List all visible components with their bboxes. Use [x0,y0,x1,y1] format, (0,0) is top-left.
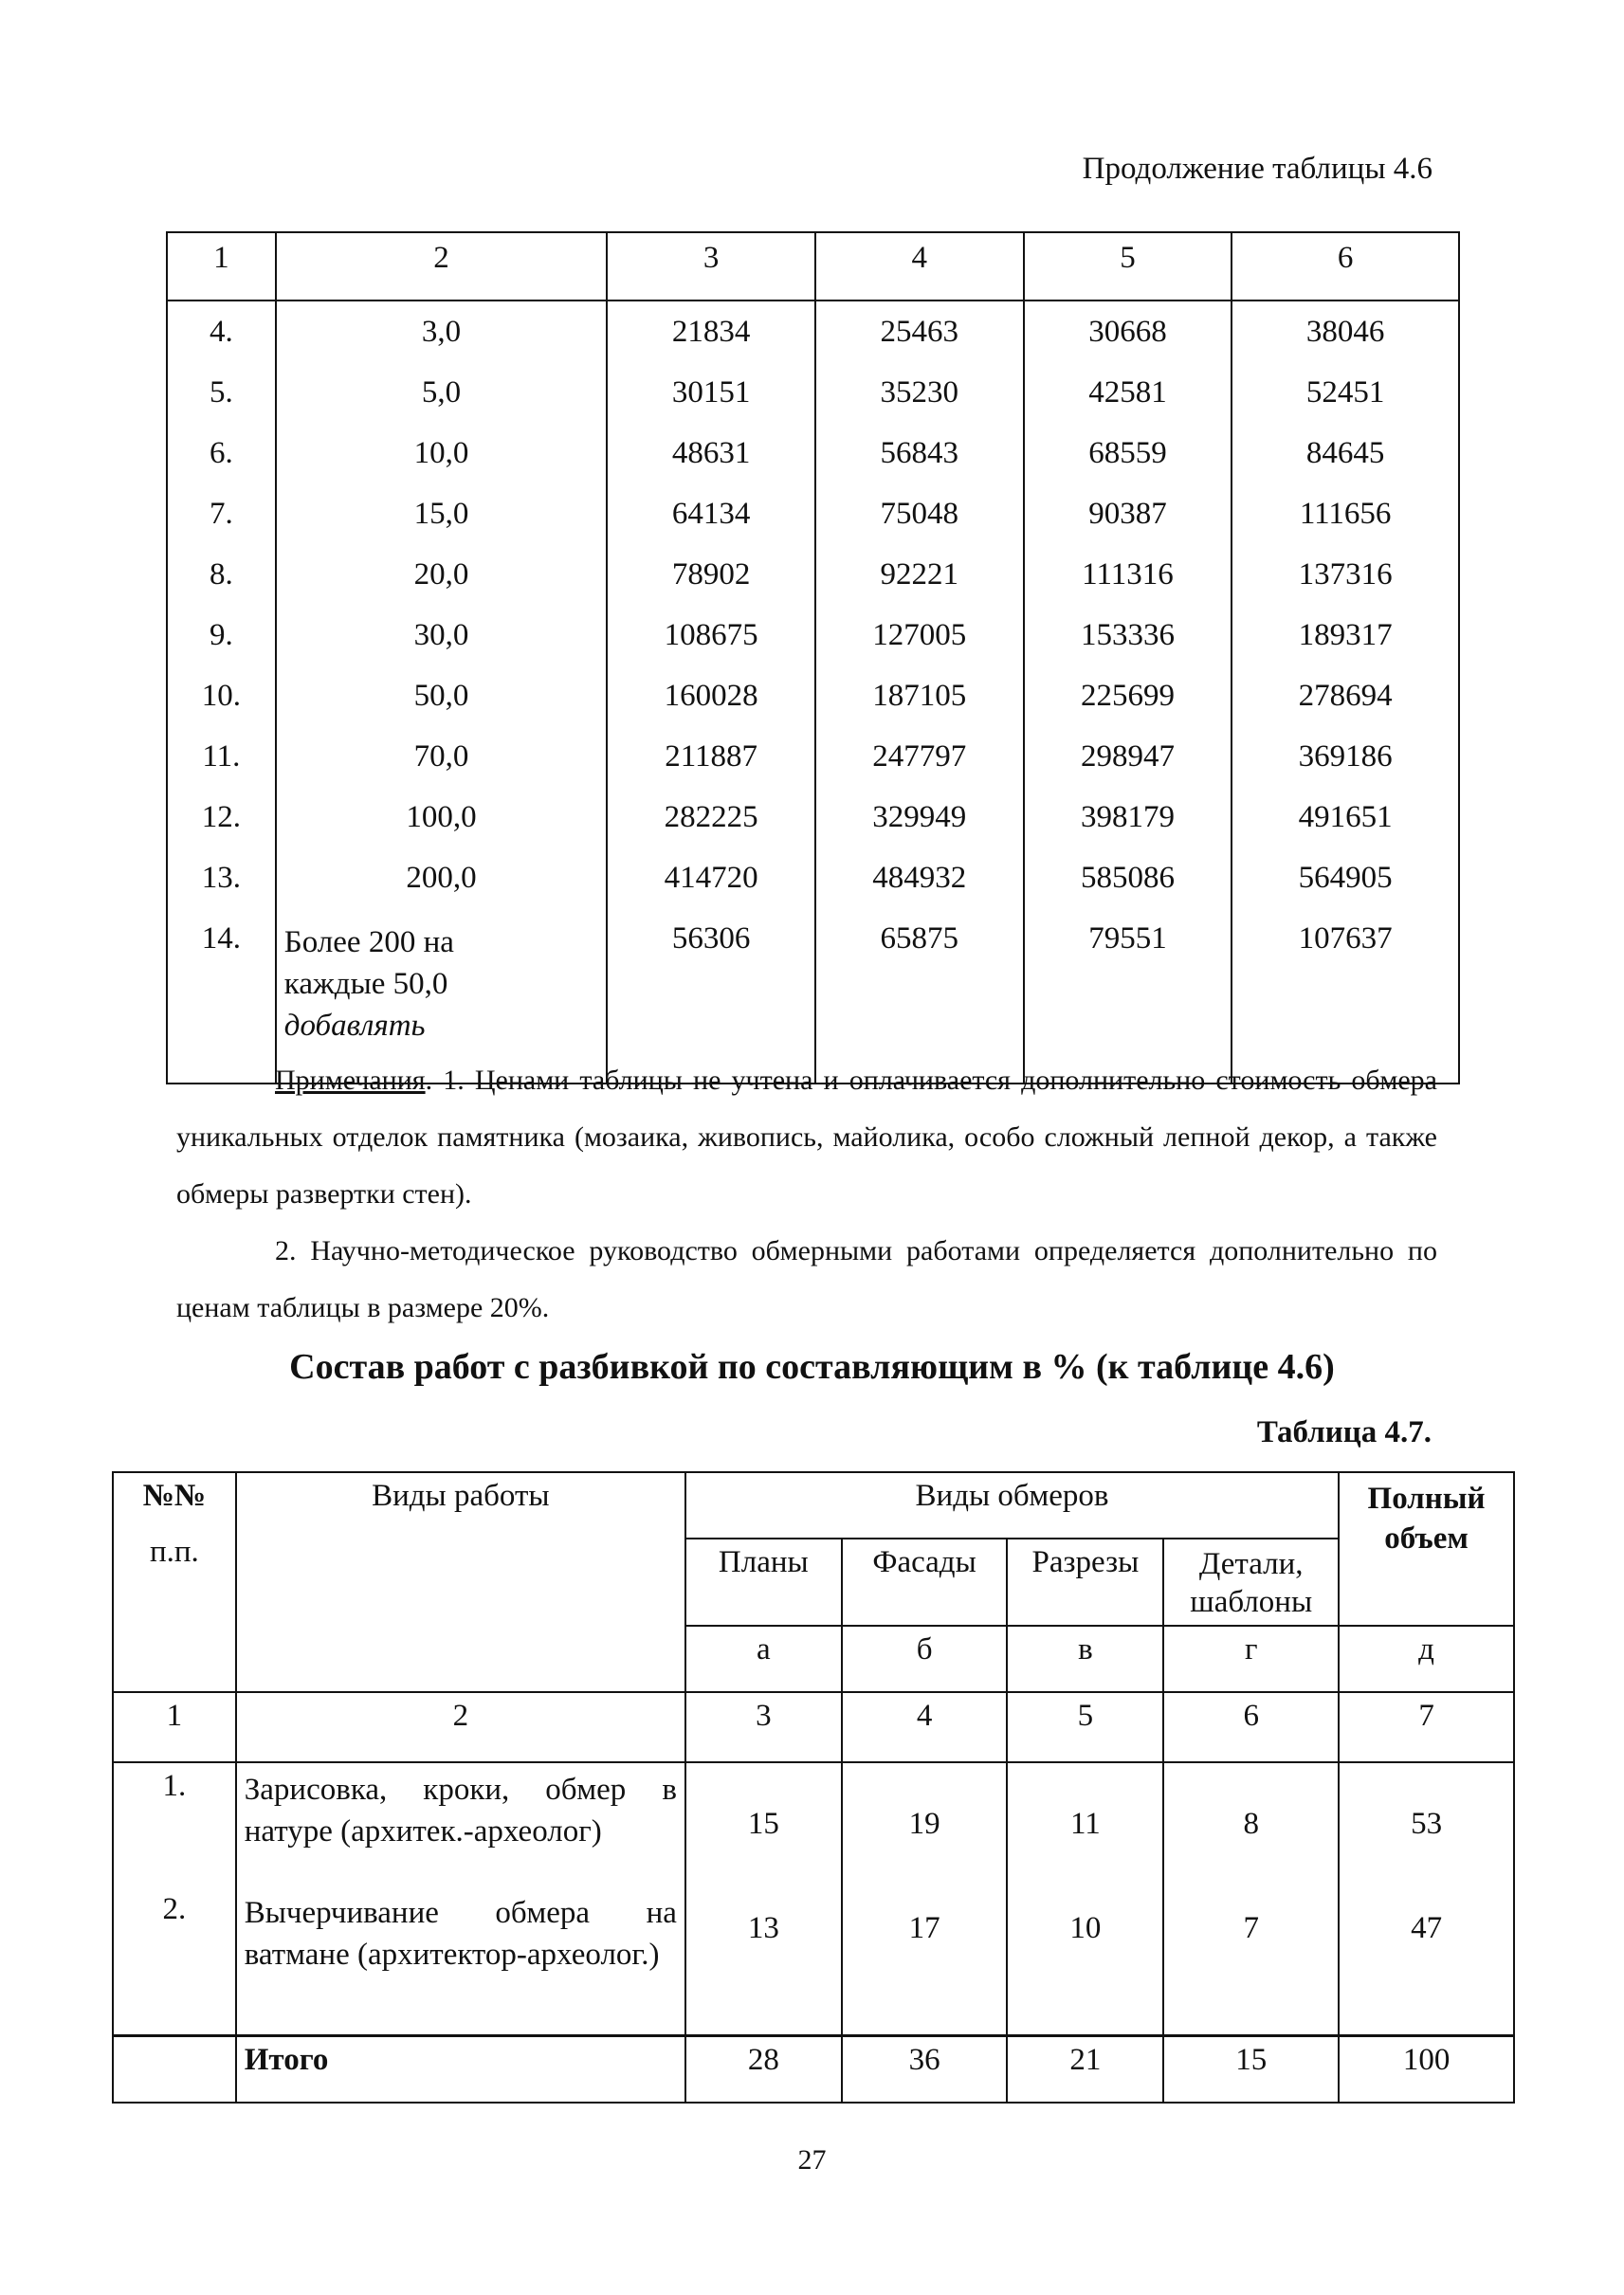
subheader-cell: Разрезы [1007,1539,1163,1626]
value: 13 [747,1911,779,1945]
cell: 187105 [815,673,1024,734]
table-row [113,1762,1514,2036]
notes [176,1052,1437,1337]
cell: 5,0 [276,370,607,430]
letter-cell: б [842,1626,1008,1692]
cell: 75048 [815,491,1024,552]
value: 47 [1411,1911,1443,1945]
section-title: Состав работ с разбивкой по составляющим в % (к таблице 4.6) [289,1347,1335,1387]
colnum-cell: 3 [685,1692,842,1762]
row-num-cell [113,1762,236,2036]
header-cell: 3 [607,232,815,301]
cell: 20,0 [276,552,607,612]
table-row [167,794,1459,855]
colnum-cell: 1 [113,1692,236,1762]
cell: 68559 [1024,430,1232,491]
cell: 108675 [607,612,815,673]
row-num: 2. [162,1892,187,1926]
table-row [167,855,1459,916]
cell: 9. [167,612,276,673]
cell: 127005 [815,612,1024,673]
header-num [113,1472,236,1692]
cell: 211887 [607,734,815,794]
header-measure: Виды обмеров [685,1472,1339,1539]
value-cell [1007,1762,1163,2036]
table-row [167,301,1459,370]
table-label: Таблица 4.7. [1256,1415,1432,1449]
value: 19 [908,1807,940,1841]
cell: 30,0 [276,612,607,673]
cell: 78902 [607,552,815,612]
cell: 30668 [1024,301,1232,370]
cell: 414720 [607,855,815,916]
letter-cell: д [1339,1626,1514,1692]
table-row [167,673,1459,734]
cell: 225699 [1024,673,1232,734]
value: 8 [1243,1807,1259,1841]
total-cell: 15 [1163,2036,1339,2104]
total-row [113,2036,1514,2104]
table-row [167,430,1459,491]
cell: 491651 [1232,794,1459,855]
table-row [167,552,1459,612]
cell: 48631 [607,430,815,491]
subheader-cell: Планы [685,1539,842,1626]
cell: 100,0 [276,794,607,855]
table-row [167,370,1459,430]
table-row [167,734,1459,794]
colnum-cell: 4 [842,1692,1008,1762]
letter-cell: а [685,1626,842,1692]
header-cell: 1 [167,232,276,301]
cell: 12. [167,794,276,855]
header-num-line1: №№ [142,1479,207,1513]
cell: 8. [167,552,276,612]
cell: 92221 [815,552,1024,612]
cell-line: каждые 50,0 [283,967,448,1001]
total-cell: 28 [685,2036,842,2104]
cell: 84645 [1232,430,1459,491]
cell: 14. [167,916,276,1084]
cell: 278694 [1232,673,1459,734]
cell: 7. [167,491,276,552]
cell: 3,0 [276,301,607,370]
header-work: Виды работы [236,1472,685,1692]
cell: 11. [167,734,276,794]
cell: 398179 [1024,794,1232,855]
value-cell [1163,1762,1339,2036]
value: 11 [1070,1807,1101,1841]
cell: 585086 [1024,855,1232,916]
header-cell: 6 [1232,232,1459,301]
letter-cell: г [1163,1626,1339,1692]
cell: 56306 [607,916,815,1084]
table-row [167,612,1459,673]
note-1 [176,1052,1437,1223]
total-cell: 21 [1007,2036,1163,2104]
row-name: Зарисовка, кроки, обмер в натуре (архитек.-археолог) [244,1773,677,1849]
cell: 5. [167,370,276,430]
row-name-cell [236,1762,685,2036]
cell: 15,0 [276,491,607,552]
cell: 111316 [1024,552,1232,612]
cell: 4. [167,301,276,370]
cell: 153336 [1024,612,1232,673]
cell: 25463 [815,301,1024,370]
header-cell: 2 [276,232,607,301]
cell: 137316 [1232,552,1459,612]
header-row [113,1472,1514,1539]
cell: 111656 [1232,491,1459,552]
table-row [167,491,1459,552]
cell-line: добавлять [283,1009,426,1043]
total-label: Итого [236,2036,685,2104]
table-4-6 [166,231,1460,1084]
cell: 369186 [1232,734,1459,794]
cell: 247797 [815,734,1024,794]
cell: 52451 [1232,370,1459,430]
cell-line: Более 200 на [283,925,454,959]
table-4-7 [112,1471,1515,2104]
cell: 65875 [815,916,1024,1084]
cell: 282225 [607,794,815,855]
value-cell [842,1762,1008,2036]
value-cell [1339,1762,1514,2036]
cell: 79551 [1024,916,1232,1084]
cell: 329949 [815,794,1024,855]
colnum-cell: 6 [1163,1692,1339,1762]
value: 17 [908,1911,940,1945]
cell: 35230 [815,370,1024,430]
colnum-cell: 7 [1339,1692,1514,1762]
header-cell: 5 [1024,232,1232,301]
note-1-text: . 1. Ценами таблицы не учтена и оплачивается дополнительно стоимость обмера уникальных отделок памятника (мозаика, живопись, майолика, особо сложный лепной декор, а также обмеры развертки стен). [176,1065,1437,1210]
subheader-cell: Фасады [842,1539,1008,1626]
cell: 189317 [1232,612,1459,673]
cell: 10. [167,673,276,734]
value: 53 [1411,1807,1443,1841]
cell: 13. [167,855,276,916]
cell: 56843 [815,430,1024,491]
colnum-cell: 2 [236,1692,685,1762]
cell: 42581 [1024,370,1232,430]
colnum-row [113,1692,1514,1762]
value: 7 [1243,1911,1259,1945]
continuation-title: Продолжение таблицы 4.6 [1082,152,1432,186]
cell: 30151 [607,370,815,430]
letter-cell: в [1007,1626,1163,1692]
row-num: 1. [162,1769,187,1803]
header-num-line2: п.п. [149,1535,199,1569]
cell: 484932 [815,855,1024,916]
total-cell: 36 [842,2036,1008,2104]
cell: 160028 [607,673,815,734]
cell: 50,0 [276,673,607,734]
page-number: 27 [797,2144,827,2176]
cell: 64134 [607,491,815,552]
cell: 564905 [1232,855,1459,916]
cell: 70,0 [276,734,607,794]
cell: 6. [167,430,276,491]
cell: 21834 [607,301,815,370]
cell: 90387 [1024,491,1232,552]
cell: 10,0 [276,430,607,491]
cell: 200,0 [276,855,607,916]
cell: 107637 [1232,916,1459,1084]
total-num-cell [113,2036,236,2104]
table-header-row [167,232,1459,301]
row-name: Вычерчивание обмера на ватмане (архитектор-археолог.) [244,1896,677,1972]
notes-label: Примечания [275,1065,426,1096]
cell: 298947 [1024,734,1232,794]
value: 15 [747,1807,779,1841]
header-total: Полный объем [1339,1472,1514,1626]
cell: 38046 [1232,301,1459,370]
value-cell [685,1762,842,2036]
note-2: 2. Научно-методическое руководство обмерными работами определяется дополнительно по ценам таблицы в размере 20%. [176,1235,1437,1323]
colnum-cell: 5 [1007,1692,1163,1762]
value: 10 [1069,1911,1102,1945]
header-cell: 4 [815,232,1024,301]
total-cell: 100 [1339,2036,1514,2104]
subheader-cell: Детали, шаблоны [1163,1539,1339,1626]
